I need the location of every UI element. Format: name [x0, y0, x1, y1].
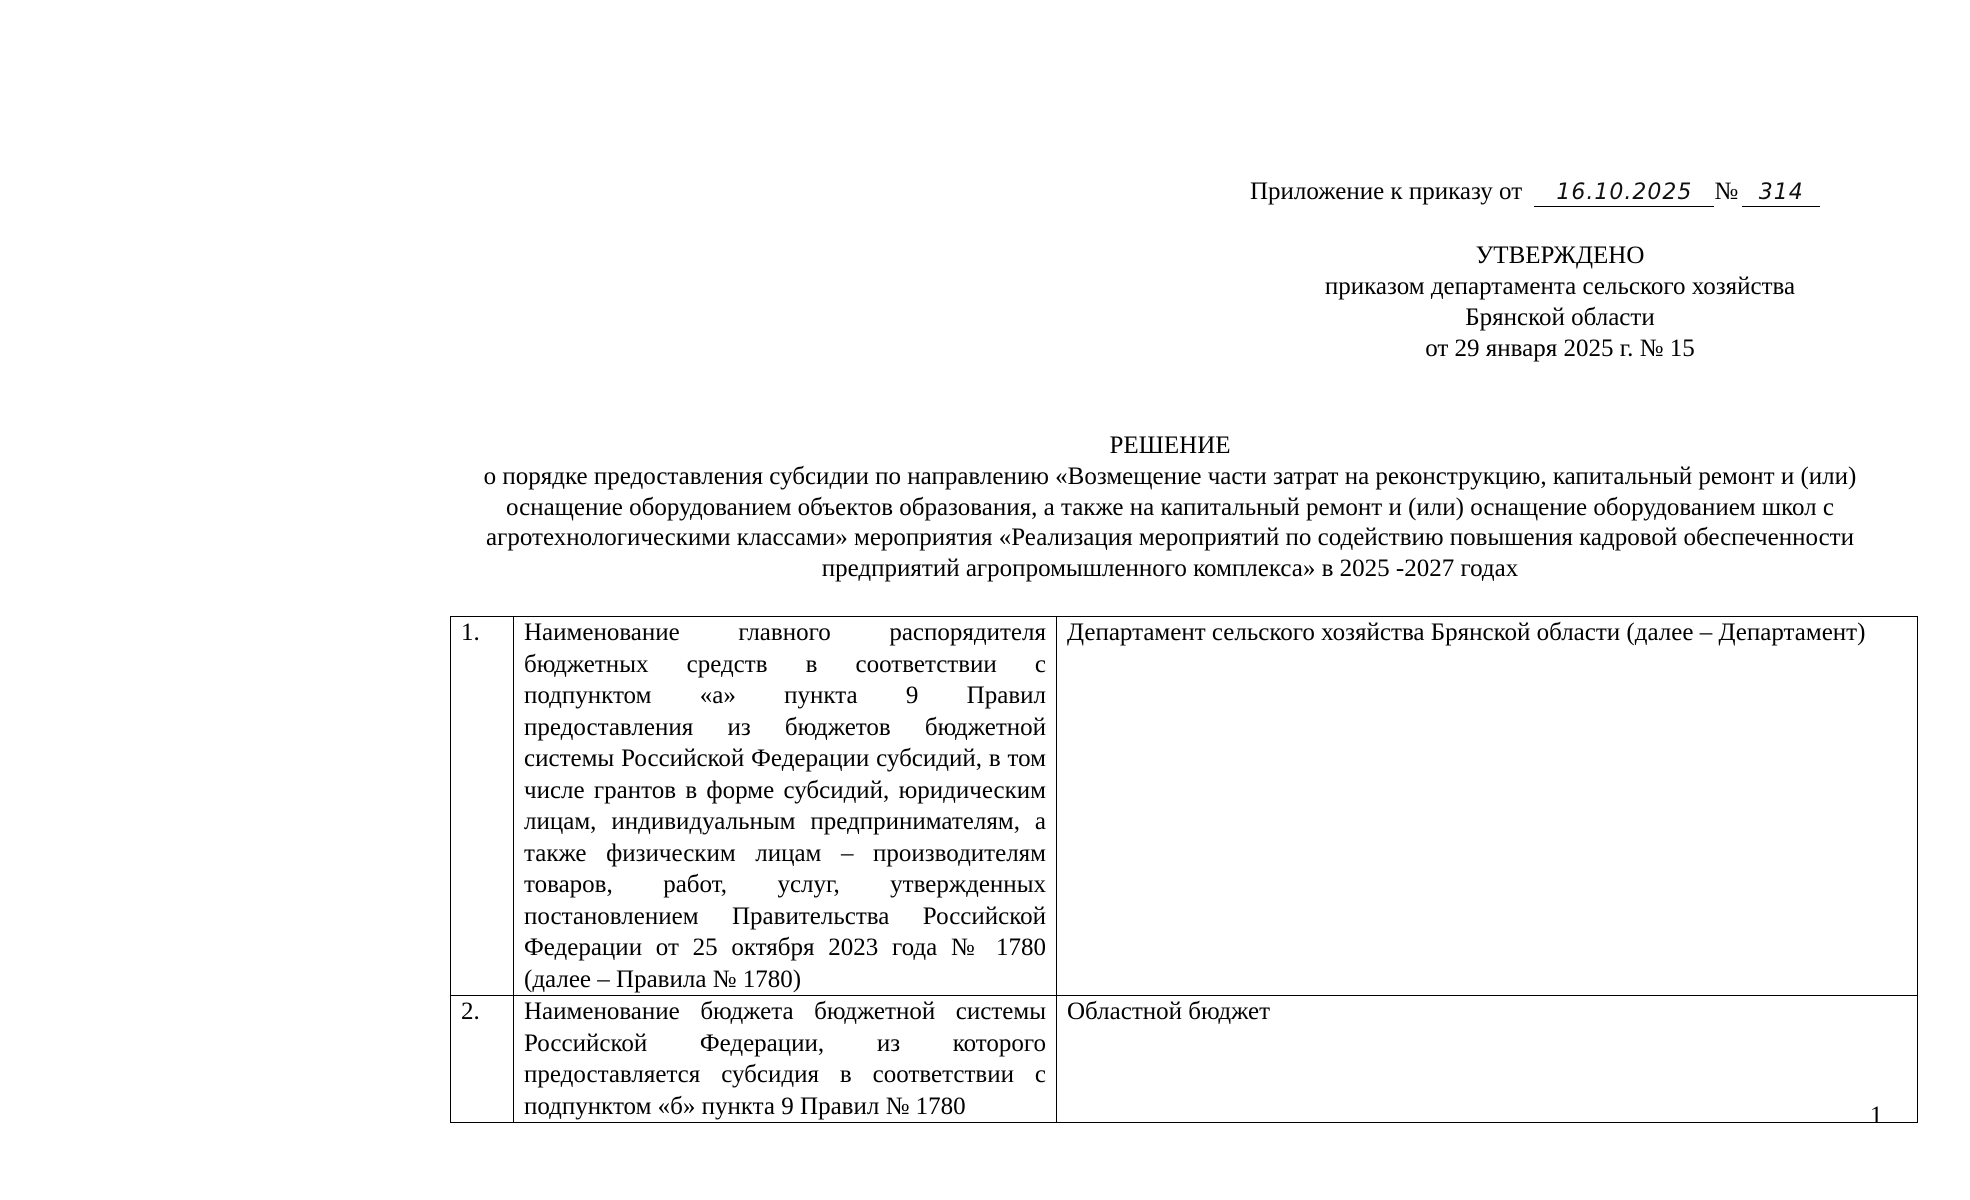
decision-title: РЕШЕНИЕ	[1109, 432, 1231, 459]
row-field-value: Департамент сельского хозяйства Брянской области (далее – Департамент)	[1057, 617, 1918, 996]
approved-line-2: Брянской области	[1465, 304, 1655, 331]
approved-line-1: приказом департамента сельского хозяйства	[1324, 273, 1796, 300]
decision-subtitle: о порядке предоставления субсидии по направлению «Возмещение части затрат на реконструкцию, капитальный ремонт и (или) оснащение оборудованием объектов образования, а также на капитальный ремонт и (или) оснащение оборудованием школ с агротехнологическими классами» мероприятия «Реализация мероприятий по содействию повышения кадровой обеспеченности предприятий агропромышленного комплекса» в 2025 -2027 годах	[483, 463, 1857, 582]
table-row	[451, 996, 1918, 1123]
decision-table	[450, 616, 1918, 1123]
number-sign: №	[1714, 178, 1739, 205]
approved-line-3: от 29 января 2025 г. № 15	[1425, 335, 1695, 362]
handwritten-number: 314	[1742, 179, 1820, 207]
row-number: 1.	[451, 617, 514, 996]
table-row	[451, 617, 1918, 996]
appendix-reference	[1250, 178, 1820, 207]
appendix-prefix: Приложение к приказу от	[1250, 178, 1523, 205]
handwritten-date: 16.10.2025	[1534, 179, 1714, 207]
approved-title: УТВЕРЖДЕНО	[1475, 242, 1645, 269]
approval-block	[1290, 240, 1830, 364]
row-number: 2.	[451, 996, 514, 1123]
row-field-name: Наименование главного распорядителя бюджетных средств в соответствии с подпунктом «а» пункта 9 Правил предоставления из бюджетов бюджетной системы Российской Федерации субсидий, в том числе грантов в форме субсидий, юридическим лицам, индивидуальным предпринимателям, а также физическим лицам – производителям товаров, работ, услуг, утвержденных постановлением Правительства Российской Федерации от 25 октября 2023 года № 1780 (далее – Правила № 1780)	[514, 617, 1057, 996]
row-field-name: Наименование бюджета бюджетной системы Российской Федерации, из которого предоставляется субсидия в соответствии с подпунктом «б» пункта 9 Правил № 1780	[514, 996, 1057, 1123]
page-number: 1	[1870, 1102, 1883, 1129]
row-field-value: Областной бюджет	[1057, 996, 1918, 1123]
